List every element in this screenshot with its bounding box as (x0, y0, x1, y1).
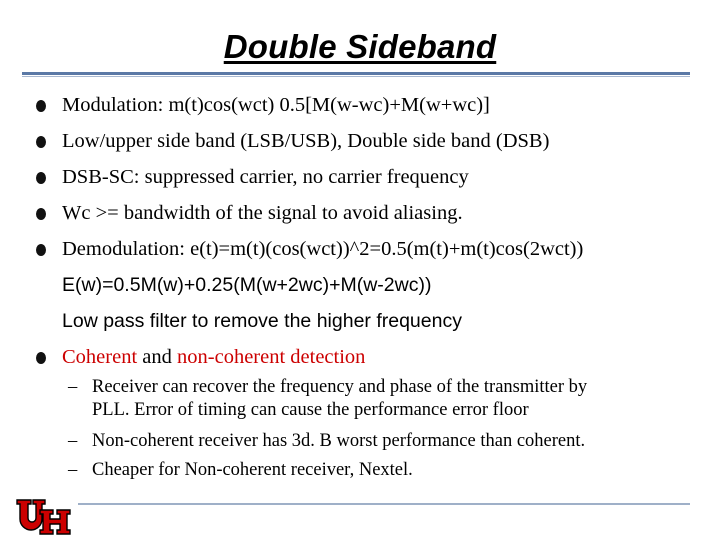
bullet-text: Demodulation: e(t)=m(t)(cos(wct))^2=0.5(m(t)+m(t)cos(2wct)) (62, 238, 584, 260)
uh-logo-icon (14, 496, 74, 538)
slide-title: Double Sideband (223, 28, 497, 65)
bullet-dot (36, 172, 46, 184)
coherent-text: Coherent (62, 346, 138, 368)
equation-text: E(w)=0.5M(w)+0.25(M(w+2wc)+M(w-2wc)) (62, 274, 432, 296)
subbullet-text: PLL. Error of timing can cause the performance error floor (92, 400, 529, 420)
bullet-dot (36, 352, 46, 364)
bullet-dot (36, 244, 46, 256)
bullet-text: Wc >= bandwidth of the signal to avoid aliasing. (62, 202, 463, 224)
noncoherent-text: non-coherent detection (177, 346, 366, 368)
bullet-dot (36, 208, 46, 220)
bullet-text: DSB-SC: suppressed carrier, no carrier frequency (62, 166, 469, 188)
continuation-text: Low pass filter to remove the higher frequency (62, 310, 462, 332)
and-text: and (137, 346, 178, 368)
uh-logo (14, 496, 74, 543)
bullet-text: Low/upper side band (LSB/USB), Double side band (DSB) (62, 130, 550, 152)
subbullet-text: Receiver can recover the frequency and phase of the transmitter by (92, 377, 588, 397)
bullet-dot (36, 136, 46, 148)
bullet-text (62, 345, 365, 369)
subbullet-text: Cheaper for Non-coherent receiver, Nextel. (92, 460, 413, 480)
subbullet-text: Non-coherent receiver has 3d. B worst performance than coherent. (92, 431, 586, 451)
bullet-text: Modulation: m(t)cos(wct) 0.5[M(w-wc)+M(w+wc)] (62, 94, 490, 116)
title-divider (22, 72, 690, 75)
dash-marker: – (68, 377, 78, 397)
dash-marker: – (68, 460, 78, 480)
title-divider-shadow (22, 76, 690, 77)
footer-divider (78, 503, 690, 505)
dash-marker: – (68, 431, 78, 451)
bullet-dot (36, 100, 46, 112)
